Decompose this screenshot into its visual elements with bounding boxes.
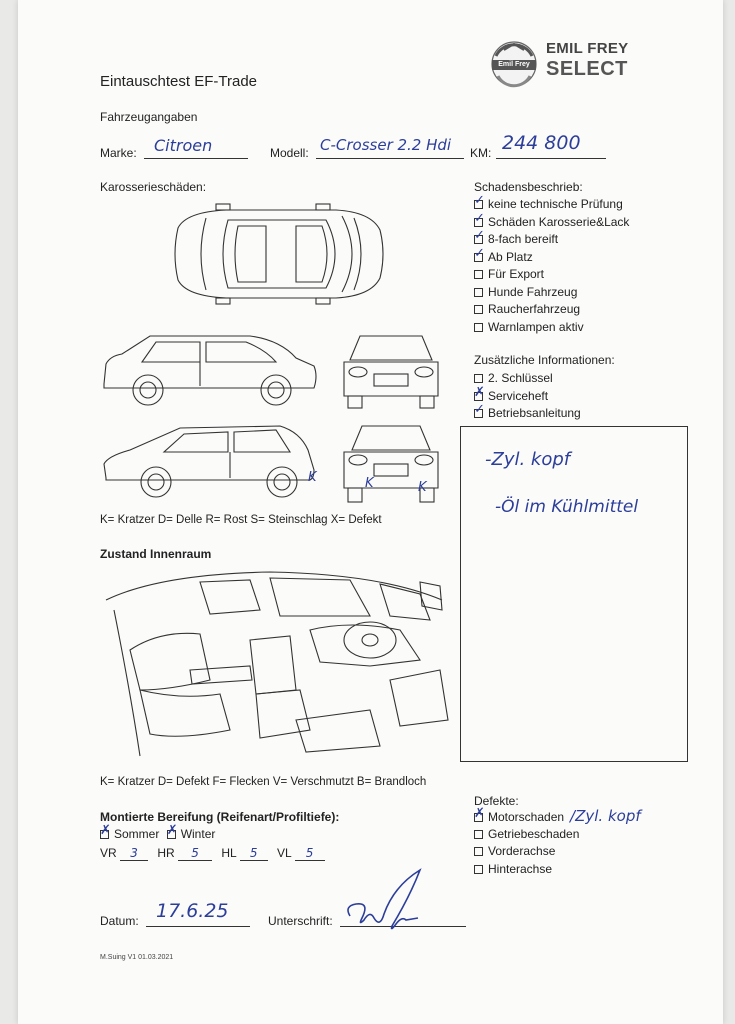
- emil-frey-badge-logo: [484, 38, 544, 90]
- signature-image: [340, 866, 440, 936]
- interior-legend: K= Kratzer D= Defekt F= Flecken V= Verschmutzt B= Brandloch: [100, 776, 427, 788]
- body-damage-label: Karosserieschäden:: [100, 180, 207, 194]
- vr-value: 3: [130, 846, 138, 860]
- checkbox-winter[interactable]: ✗: [166, 823, 178, 838]
- interior-section-label: Zustand Innenraum: [100, 547, 212, 561]
- checkbox-label: Betriebsanleitung: [488, 406, 581, 420]
- checkbox-item-hinterachse[interactable]: [474, 861, 641, 879]
- checkbox-label: Schäden Karosserie&Lack: [488, 214, 630, 229]
- defects-list: [474, 808, 641, 878]
- checkbox-item-2-schluessel[interactable]: [474, 370, 581, 388]
- modell-label: Modell:: [270, 146, 309, 160]
- km-label: KM:: [470, 146, 492, 160]
- checkbox-label: Getriebeschaden: [488, 826, 580, 841]
- additional-info-list: [474, 370, 581, 423]
- sommer-label: Sommer: [114, 827, 160, 841]
- checkbox-label: 2. Schlüssel: [488, 371, 553, 385]
- checkbox-item-motorschaden[interactable]: [474, 808, 641, 826]
- checkbox[interactable]: ✓: [474, 210, 485, 226]
- motorschaden-note: /Zyl. kopf: [570, 807, 641, 825]
- vl-label: VL: [276, 846, 292, 860]
- checkbox-label: Hinterachse: [488, 861, 553, 876]
- damage-mark-rear-left: K: [365, 476, 374, 491]
- checkbox-label: Serviceheft: [488, 388, 549, 403]
- checkbox-item-serviceheft[interactable]: [474, 384, 581, 406]
- checkbox[interactable]: ✓: [474, 228, 485, 243]
- modell-value: C-Crosser 2.2 Hdi: [320, 136, 452, 154]
- checkbox[interactable]: ✓: [474, 402, 485, 417]
- tire-type-row: [100, 823, 216, 841]
- checkbox[interactable]: ✗: [474, 384, 485, 400]
- notes-box[interactable]: [460, 426, 688, 762]
- damage-description-title: Schadensbeschrieb:: [474, 180, 583, 194]
- form-version: M.Suing V1 01.03.2021: [100, 954, 174, 961]
- defects-title: Defekte:: [474, 794, 519, 808]
- checkbox-label: Ab Platz: [488, 249, 533, 264]
- checkbox[interactable]: [474, 270, 483, 279]
- checkbox-label: Vorderachse: [488, 844, 556, 858]
- vehicle-section-label: Fahrzeugangaben: [100, 110, 198, 124]
- damage-description-list: [474, 193, 630, 336]
- car-top-view-diagram: [166, 198, 388, 310]
- tread-depth-row: [100, 846, 325, 861]
- logo-badge-text: Emil Frey: [498, 61, 530, 68]
- checkbox[interactable]: [474, 288, 483, 297]
- checkbox-item-fuer-export[interactable]: [474, 266, 629, 284]
- checkbox-item-warnlampen-aktiv[interactable]: [474, 319, 629, 337]
- datum-label: Datum:: [100, 914, 139, 928]
- body-damage-legend: K= Kratzer D= Delle R= Rost S= Steinschlag X= Defekt: [100, 514, 382, 526]
- car-rear-view-diagram: [338, 420, 444, 506]
- note-line-1: -Zyl. kopf: [485, 449, 571, 470]
- km-field[interactable]: [496, 132, 606, 159]
- checkbox-item-hunde-fahrzeug[interactable]: [474, 284, 629, 302]
- checkbox-label: Hunde Fahrzeug: [488, 284, 578, 299]
- hr-field[interactable]: [178, 846, 212, 861]
- checkbox-label: Warnlampen aktiv: [488, 319, 584, 334]
- checkbox-label: Raucherfahrzeug: [488, 302, 581, 316]
- checkbox-item-keine-technische-pruefung[interactable]: [474, 193, 629, 214]
- hl-label: HL: [221, 846, 237, 860]
- checkbox[interactable]: [474, 323, 483, 332]
- checkbox-item-schaeden-karosserie[interactable]: [474, 210, 630, 232]
- winter-label: Winter: [180, 827, 216, 841]
- checkbox-label: Motorschaden: [488, 810, 565, 824]
- checkbox-item-betriebsanleitung[interactable]: [474, 402, 581, 423]
- car-side-view-left-diagram: [100, 420, 320, 500]
- checkbox-sommer[interactable]: ✗: [100, 823, 111, 838]
- checkbox-label: Für Export: [488, 267, 545, 281]
- hl-value: 5: [249, 846, 258, 860]
- checkbox[interactable]: [474, 865, 483, 874]
- unterschrift-label: Unterschrift:: [268, 914, 333, 928]
- checkbox-item-vorderachse[interactable]: [474, 843, 641, 861]
- checkbox-item-ab-platz[interactable]: [474, 245, 629, 267]
- form-title: Eintauschtest EF-Trade: [100, 73, 258, 90]
- hr-label: HR: [157, 846, 175, 860]
- checkbox[interactable]: [474, 374, 483, 383]
- vl-value: 5: [305, 846, 314, 860]
- damage-mark-rear-right: K: [418, 480, 427, 495]
- checkbox-item-raucherfahrzeug[interactable]: [474, 301, 629, 319]
- car-interior-diagram: [100, 570, 450, 760]
- logo-line-1: EMIL FREY: [546, 40, 629, 57]
- modell-field[interactable]: [316, 136, 464, 159]
- hr-value: 5: [191, 846, 199, 860]
- marke-value: Citroen: [154, 136, 213, 155]
- vl-field[interactable]: [295, 846, 325, 861]
- additional-info-title: Zusätzliche Informationen:: [474, 353, 615, 367]
- note-line-2: -Öl im Kühlmittel: [495, 497, 639, 517]
- marke-field[interactable]: [144, 136, 248, 159]
- km-value: 244 800: [502, 132, 581, 154]
- vr-field[interactable]: [120, 846, 148, 861]
- logo-line-2: SELECT: [546, 58, 628, 80]
- tires-section-label: Montierte Bereifung (Reifenart/Profiltiefe):: [100, 810, 340, 824]
- form-page: [18, 0, 723, 1024]
- checkbox[interactable]: ✓: [474, 245, 485, 261]
- hl-field[interactable]: [240, 846, 268, 861]
- checkbox-item-getriebeschaden[interactable]: [474, 826, 641, 844]
- damage-mark-side: K: [308, 470, 317, 485]
- vr-label: VR: [100, 846, 117, 860]
- checkbox-label: keine technische Prüfung: [488, 197, 623, 211]
- car-front-view-diagram: [338, 330, 444, 410]
- checkbox-item-8-fach-bereift[interactable]: [474, 228, 629, 249]
- checkbox-label: 8-fach bereift: [488, 232, 559, 246]
- checkbox[interactable]: [474, 847, 483, 856]
- checkbox[interactable]: [474, 305, 483, 314]
- car-side-view-right-diagram: [100, 330, 320, 410]
- datum-value: 17.6.25: [156, 900, 229, 922]
- checkbox[interactable]: [474, 830, 483, 839]
- checkbox[interactable]: ✓: [474, 193, 485, 208]
- marke-label: Marke:: [100, 146, 137, 160]
- checkbox[interactable]: ✗: [474, 806, 485, 821]
- datum-field[interactable]: [146, 900, 250, 927]
